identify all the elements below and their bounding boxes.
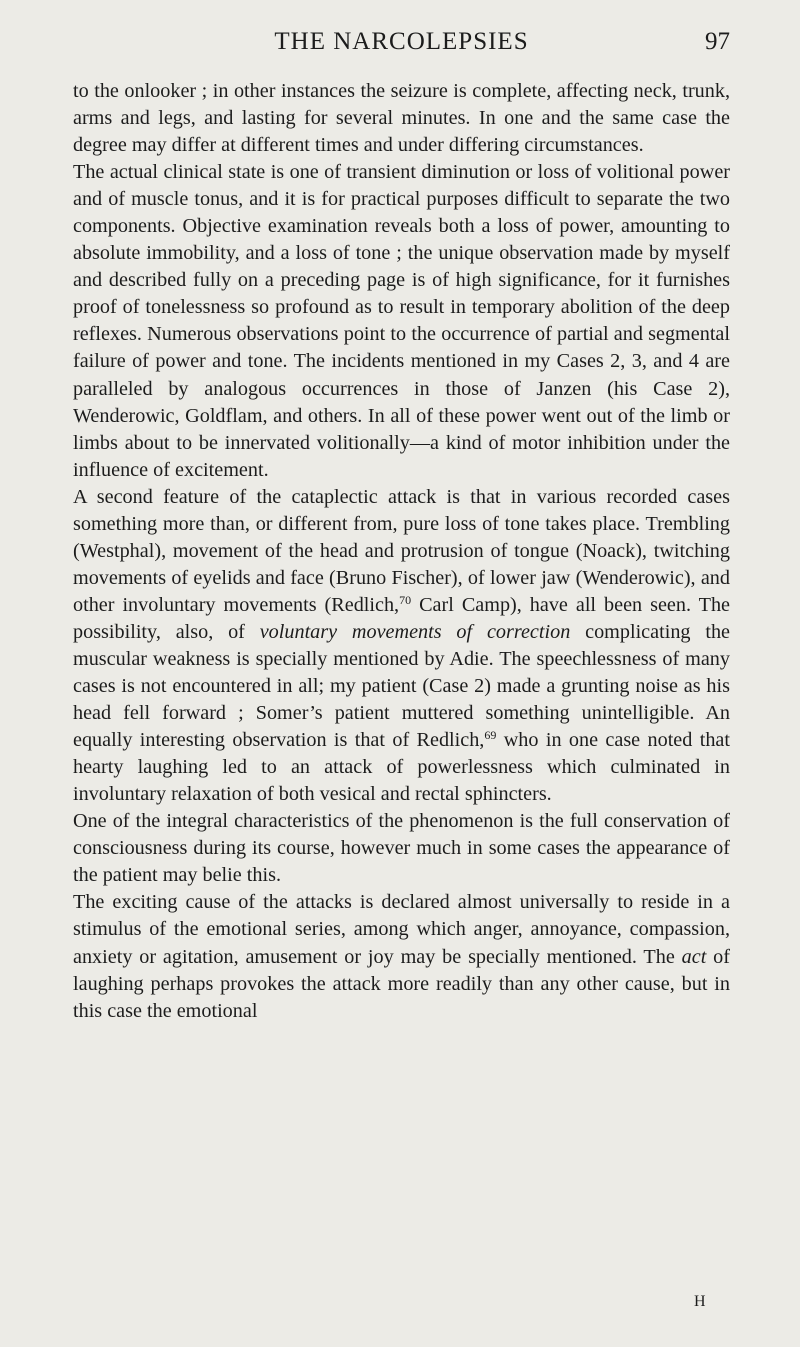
paragraph-2 bbox=[73, 159, 730, 484]
text-run: The exciting cause of the attacks is declared almost universally to reside in a stimulus of the emotional series, among which anger, annoyance, compassion, anxiety or agitation, amusement or joy may be specially mentioned. The bbox=[73, 891, 730, 968]
text-run: A second feature of the cataplectic attack is that in various recorded cases something more than, or different from, pure loss of tone takes place. Trembling (Westphal), movement of the head and protrusion of tongue (Noack), twitching movements of eyelids and face (Bruno Fischer), of lower jaw (Wenderowic), and other involuntary movements (Redlich, bbox=[73, 485, 730, 616]
text-run: to the onlooker ; in other instances the seizure is complete, affecting neck, trunk, arms and legs, and lasting for several minutes. In one and the same case the degree may differ at different times and under differing circumstances. bbox=[73, 80, 730, 157]
page-number: 97 bbox=[705, 28, 730, 55]
text-run: One of the integral characteristics of the phenomenon is the full conservation of consciousness during its course, however much in some cases the appearance of the patient may belie this. bbox=[73, 810, 730, 887]
italic-text: act bbox=[681, 945, 707, 968]
running-title: THE NARCOLEPSIES bbox=[274, 28, 529, 55]
paragraph-4 bbox=[73, 808, 730, 889]
text-run: The actual clinical state is one of transient diminution or loss of volitional power and of muscle tonus, and it is for practical purposes difficult to separate the two components. Objective examination reveals both a loss of power, amounting to absolute immobility, and a loss of tone ; the unique observation made by myself and described fully on a preceding page is of high significance, for it furnishes proof of tonelessness so profound as to result in temporary abolition of the deep reflexes. Numerous observations point to the occurrence of partial and segmental failure of power and tone. The incidents mentioned in my Cases 2, 3, and 4 are paralleled by analogous occurrences in those of Janzen (his Case 2), Wenderowic, Goldflam, and others. In all of these power went out of the limb or limbs about to be innervated volitionally—a kind of motor inhibition under the influence of excitement. bbox=[73, 161, 730, 481]
reference-number: 69 bbox=[484, 728, 497, 743]
italic-text: voluntary movements of correction bbox=[259, 620, 571, 643]
text-run: who in one case noted that hearty laughing led to an attack of powerlessness which culminated in involuntary relaxation of both vesical and rectal sphincters. bbox=[73, 729, 730, 806]
paragraph-1 bbox=[73, 78, 730, 159]
text-run: complicating the muscular weakness is specially mentioned by Adie. The speechlessness of many cases is not encountered in all; my patient (Case 2) made a grunting noise as his head fell forward ; Somer’s patient muttered something unintelligible. An equally interesting observation is that of Redlich, bbox=[73, 620, 730, 752]
reference-number: 70 bbox=[399, 592, 412, 607]
paragraph-5 bbox=[73, 889, 730, 1024]
text-run: Carl Camp), have all been seen. The possibility, also, of bbox=[73, 593, 731, 643]
text-run: of laughing perhaps provokes the attack more readily than any other cause, but in this case the emotional bbox=[73, 945, 730, 1022]
signature-mark: H bbox=[694, 1293, 706, 1310]
paragraph-3 bbox=[73, 484, 730, 809]
body-text bbox=[73, 78, 730, 1025]
running-header bbox=[73, 28, 730, 64]
